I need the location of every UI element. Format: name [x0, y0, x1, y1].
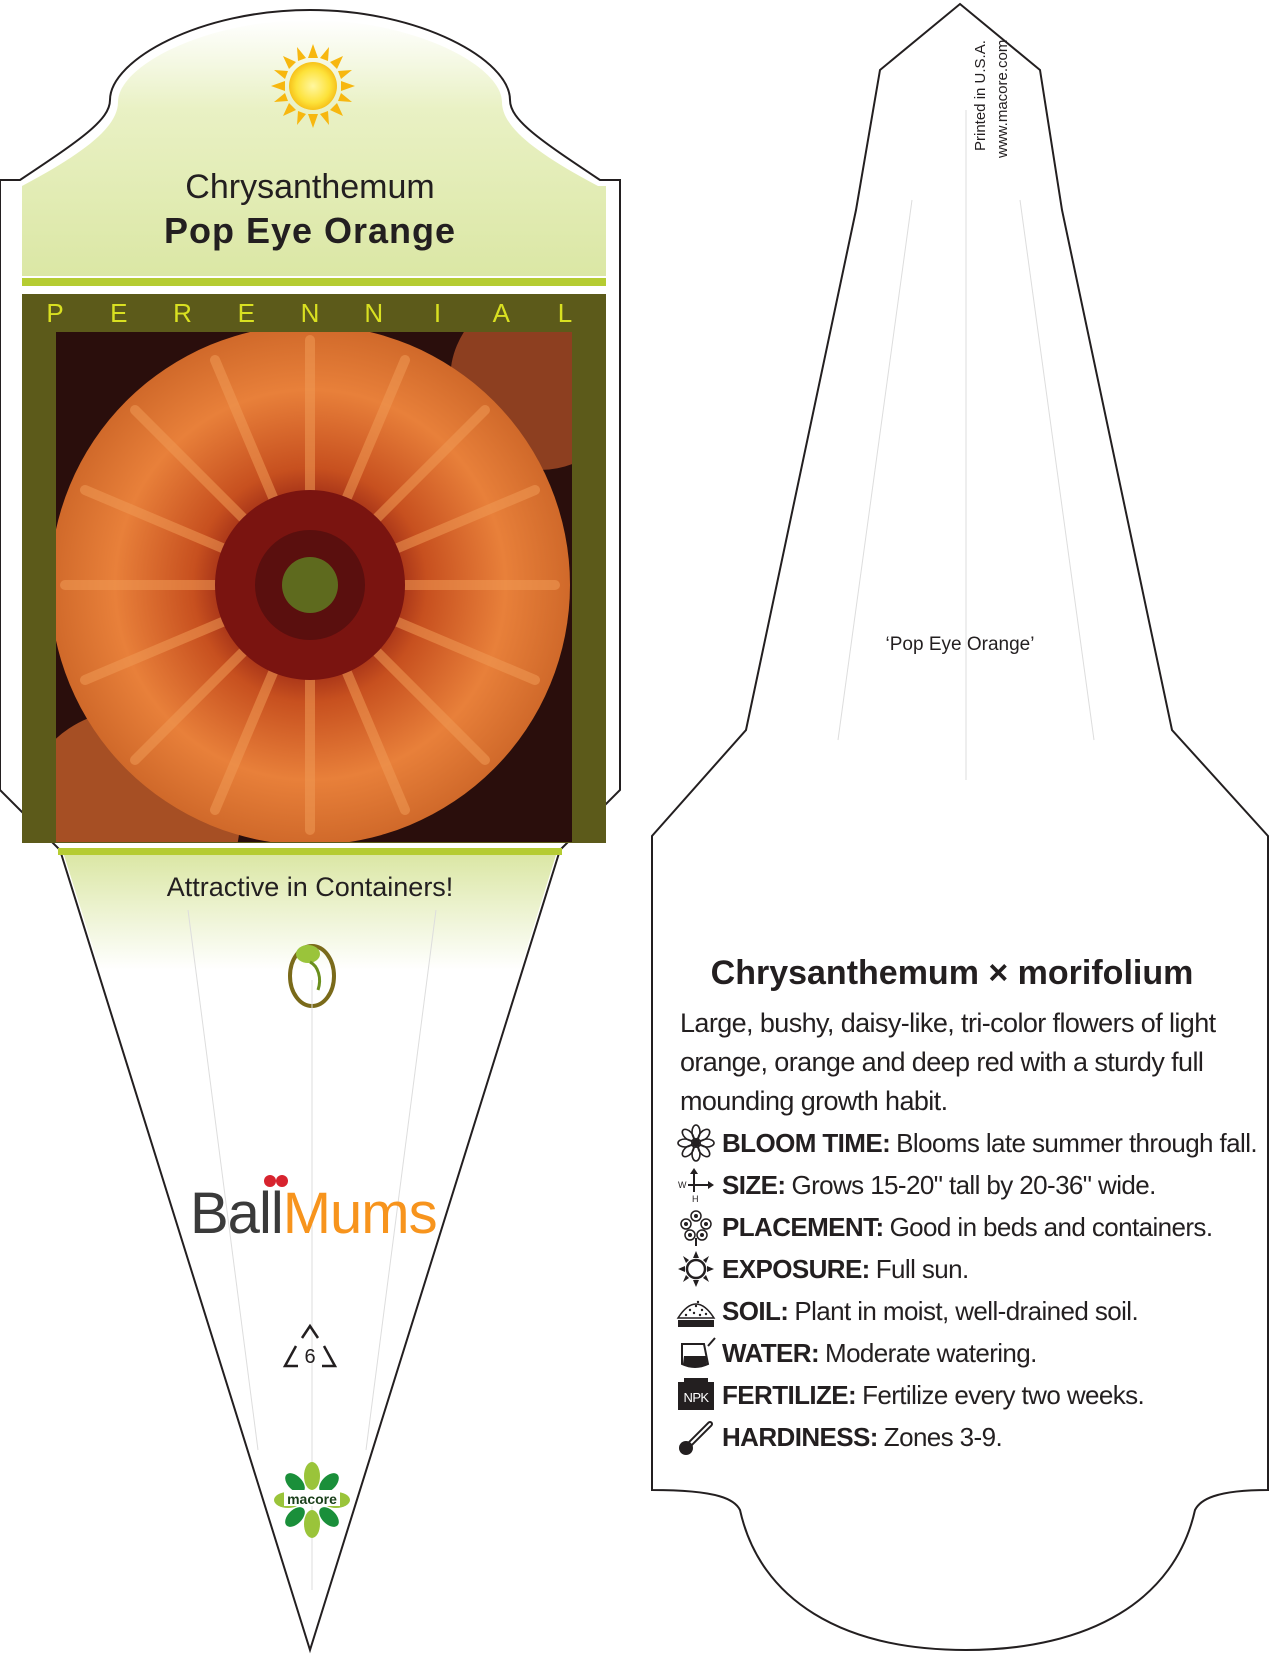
- flower-photo: [20, 290, 630, 930]
- attr-exposure: [676, 1248, 1256, 1290]
- attr-label: SIZE:: [722, 1169, 786, 1200]
- attr-water: [676, 1332, 1256, 1374]
- category-letter: E: [237, 298, 255, 328]
- attr-label: PLACEMENT:: [722, 1211, 884, 1242]
- attr-label: FERTILIZE:: [722, 1379, 857, 1410]
- scientific-name: Chrysanthemum × morifolium: [710, 954, 1194, 992]
- placement-icon: [676, 1208, 716, 1246]
- cultivar-name: Pop Eye Orange: [163, 210, 457, 251]
- attr-value: Fertilize every two weeks.: [862, 1379, 1145, 1410]
- description: Large, bushy, daisy-like, tri-color flowers of light orange, orange and deep red with a sturdy full mounding growth habit.: [680, 1008, 1216, 1116]
- thermometer-icon: [676, 1418, 716, 1456]
- attr-soil: [676, 1290, 1256, 1332]
- flower-icon: [676, 1124, 716, 1162]
- printed-line2: www.macore.com: [994, 40, 1011, 159]
- category-letter: P: [46, 298, 64, 328]
- attr-label: EXPOSURE:: [722, 1253, 870, 1284]
- macore-logo-text: macore: [287, 1491, 337, 1507]
- attr-label: SOIL:: [722, 1295, 789, 1326]
- attr-value: Zones 3-9.: [883, 1421, 1003, 1452]
- watering-can-icon: [676, 1334, 716, 1372]
- category-letter: N: [300, 298, 320, 328]
- soil-icon: [676, 1292, 716, 1330]
- category-label: [40, 298, 580, 329]
- printed-line1: Printed in U.S.A.: [972, 40, 989, 151]
- attr-value: Moderate watering.: [825, 1337, 1037, 1368]
- lower-rule: [58, 848, 562, 855]
- attr-value: Full sun.: [875, 1253, 969, 1284]
- category-letter: A: [492, 298, 510, 328]
- brand-part2: Mums: [282, 1181, 437, 1246]
- feature-text: Attractive in Containers!: [166, 872, 454, 902]
- category-letter: L: [557, 298, 573, 328]
- common-name: Chrysanthemum: [185, 168, 435, 206]
- sun-symbol: [271, 44, 355, 128]
- attr-value: Plant in moist, well-drained soil.: [794, 1295, 1139, 1326]
- attr-label: BLOOM TIME:: [722, 1127, 891, 1158]
- npk-icon: [676, 1376, 716, 1414]
- sun-icon: [676, 1250, 716, 1288]
- cultivar-quote: ‘Pop Eye Orange’: [885, 634, 1035, 655]
- npk-label: NPK: [683, 1390, 709, 1405]
- attr-size: [676, 1164, 1256, 1206]
- attr-value: Grows 15-20" tall by 20-36" wide.: [791, 1169, 1156, 1200]
- category-letter: I: [433, 298, 442, 328]
- attr-bloom-time: [676, 1122, 1256, 1164]
- brand-logo: [190, 1180, 437, 1247]
- attr-fertilize: [676, 1374, 1256, 1416]
- recycle-code: 6: [304, 1346, 316, 1368]
- attribute-list: [676, 1122, 1256, 1458]
- category-letter: N: [364, 298, 384, 328]
- svg-text:W: W: [678, 1180, 686, 1190]
- category-letter: R: [173, 298, 192, 328]
- brand-part1: Ball: [190, 1181, 283, 1246]
- attr-label: WATER:: [722, 1337, 820, 1368]
- attr-label: HARDINESS:: [722, 1421, 878, 1452]
- svg-text:H: H: [692, 1194, 698, 1204]
- category-letter: E: [110, 298, 128, 328]
- attr-hardiness: [676, 1416, 1256, 1458]
- attr-value: Good in beds and containers.: [889, 1211, 1213, 1242]
- printed-info: [970, 40, 1014, 215]
- attr-placement: [676, 1206, 1256, 1248]
- header-rule: [22, 278, 606, 286]
- size-icon: [676, 1166, 716, 1204]
- attr-value: Blooms late summer through fall.: [896, 1127, 1258, 1158]
